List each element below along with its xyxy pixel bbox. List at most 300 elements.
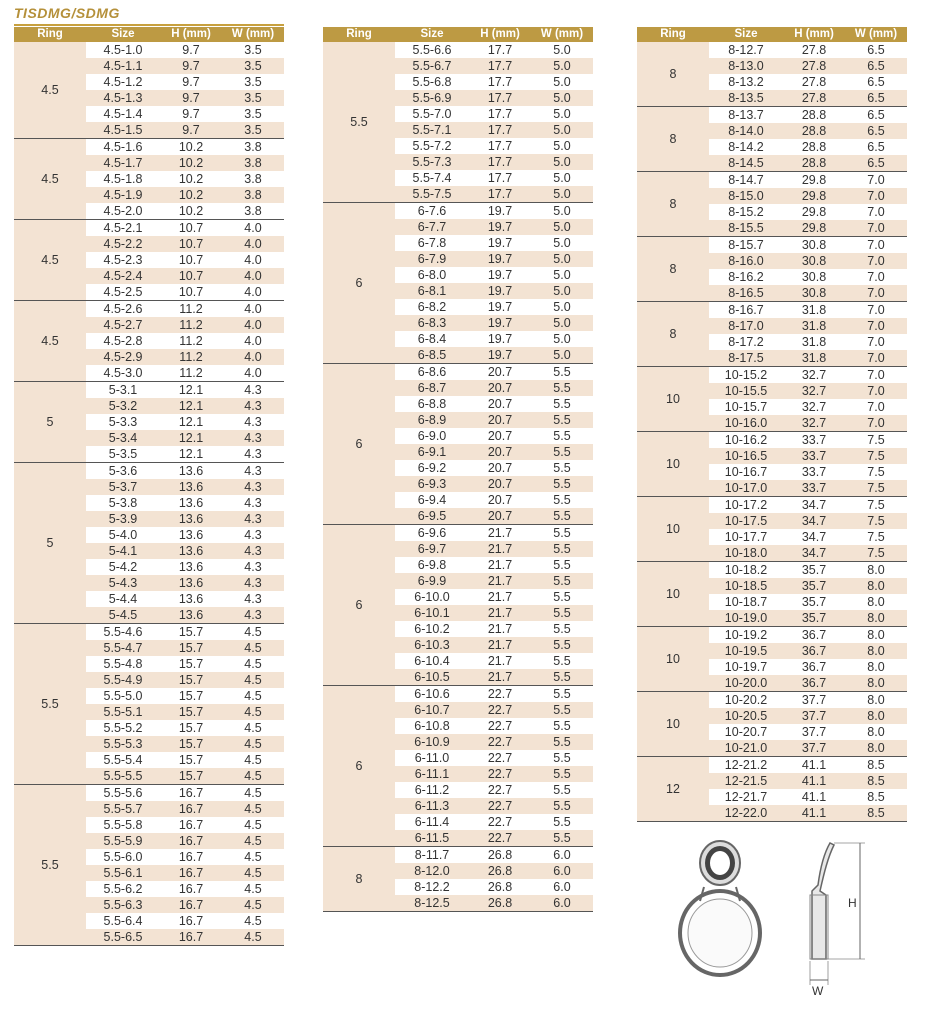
ring-group [637,302,907,367]
width-cell: 7.0 [867,270,885,284]
width-cell: 5.0 [553,284,571,298]
table-row [395,74,593,90]
size-cell: 5-4.1 [108,544,138,558]
width-cell: 7.5 [867,481,885,495]
table-row [395,686,593,702]
width-cell: 8.0 [867,595,885,609]
table-row [86,414,284,430]
width-cell: 8.0 [867,741,885,755]
group-rows [709,107,907,171]
height-cell: 35.7 [801,595,827,609]
size-cell: 6-8.6 [417,365,447,379]
size-cell: 6-9.7 [417,542,447,556]
table-row [86,913,284,929]
width-cell: 5.0 [553,316,571,330]
height-cell: 15.7 [178,737,204,751]
height-cell: 11.2 [179,366,203,380]
height-cell: 9.7 [182,107,200,121]
table-row [86,688,284,704]
header-height: H (mm) [480,28,520,40]
width-cell: 7.0 [867,173,885,187]
ring-group [14,301,284,382]
size-cell: 4.5-2.7 [103,318,143,332]
height-cell: 29.8 [801,189,827,203]
width-cell: 3.5 [244,43,262,57]
width-cell: 5.5 [553,654,571,668]
table-row [395,186,593,202]
table-row [86,591,284,607]
height-cell: 31.8 [801,351,827,365]
table-row [709,545,907,561]
size-cell: 6-10.4 [414,654,450,668]
table-row [709,269,907,285]
size-cell: 10-16.7 [724,465,768,479]
table-row [86,768,284,784]
height-cell: 19.7 [487,348,513,362]
ring-size-cell: 5.5 [323,42,395,202]
width-cell: 4.3 [244,464,262,478]
ring-size-cell: 4.5 [14,42,86,138]
table-row [709,188,907,204]
group-rows [709,497,907,561]
size-cell: 5.5-7.5 [412,187,452,201]
table-row [86,74,284,90]
height-cell: 30.8 [801,286,827,300]
table-row [709,90,907,106]
table-row [709,659,907,675]
width-cell: 4.5 [244,914,262,928]
table-row [86,752,284,768]
height-cell: 10.2 [178,188,204,202]
size-cell: 4.5-2.3 [103,253,143,267]
width-cell: 5.0 [553,123,571,137]
width-cell: 4.5 [244,641,262,655]
group-rows [709,692,907,756]
width-cell: 5.5 [553,622,571,636]
size-cell: 12-21.5 [724,774,768,788]
size-cell: 5-3.7 [108,480,138,494]
size-cell: 6-11.1 [414,767,450,781]
table-row [395,138,593,154]
height-cell: 16.7 [178,850,204,864]
height-cell: 15.7 [178,753,204,767]
table-row [709,708,907,724]
width-cell: 5.0 [553,348,571,362]
height-cell: 16.7 [178,818,204,832]
height-cell: 35.7 [801,563,827,577]
table-row [709,594,907,610]
width-cell: 4.0 [244,318,262,332]
height-cell: 13.6 [178,560,204,574]
width-cell: 6.5 [867,75,885,89]
size-cell: 6-8.4 [417,332,447,346]
height-cell: 30.8 [801,270,827,284]
table-row [86,203,284,219]
size-cell: 6-9.1 [417,445,447,459]
size-cell: 4.5-2.0 [103,204,143,218]
height-cell: 16.7 [178,834,204,848]
height-cell: 26.8 [487,848,513,862]
width-cell: 5.0 [553,155,571,169]
size-cell: 10-18.2 [724,563,768,577]
size-cell: 6-10.1 [414,606,450,620]
size-cell: 4.5-3.0 [103,366,143,380]
group-rows [86,42,284,138]
height-cell: 21.7 [487,622,513,636]
table-row [86,349,284,365]
height-cell: 34.7 [801,498,827,512]
table-row [86,268,284,284]
width-cell: 5.5 [553,670,571,684]
width-cell: 5.5 [553,590,571,604]
table-row [86,301,284,317]
table-row [395,750,593,766]
height-cell: 34.7 [801,530,827,544]
height-cell: 20.7 [487,445,513,459]
size-cell: 10-19.2 [724,628,768,642]
size-cell: 5-3.8 [108,496,138,510]
width-cell: 4.5 [244,705,262,719]
table-row [395,847,593,863]
ring-size-cell: 6 [323,364,395,524]
height-cell: 10.2 [178,156,204,170]
width-cell: 4.3 [244,512,262,526]
width-cell: 4.0 [244,253,262,267]
size-cell: 5-4.2 [108,560,138,574]
width-cell: 8.0 [867,563,885,577]
size-cell: 8-14.0 [728,124,764,138]
table-row [86,656,284,672]
table-row [709,334,907,350]
size-cell: 5.5-5.2 [103,721,143,735]
size-cell: 5-4.5 [108,608,138,622]
height-cell: 27.8 [801,75,827,89]
group-rows [86,382,284,462]
width-cell: 7.0 [867,335,885,349]
width-cell: 5.5 [553,687,571,701]
size-cell: 5-3.1 [108,383,138,397]
table-row [709,399,907,415]
size-cell: 10-17.5 [724,514,768,528]
ring-size-cell: 10 [637,692,709,756]
size-cell: 5.5-6.9 [412,91,452,105]
width-cell: 8.0 [867,709,885,723]
height-cell: 10.2 [178,172,204,186]
size-cell: 5-3.9 [108,512,138,526]
size-cell: 10-18.5 [724,579,768,593]
height-cell: 10.7 [178,269,204,283]
table-row [86,929,284,945]
height-cell: 20.7 [487,397,513,411]
height-cell: 29.8 [801,221,827,235]
ring-size-cell: 8 [637,237,709,301]
width-cell: 4.5 [244,834,262,848]
size-cell: 6-8.3 [417,316,447,330]
size-cell: 6-8.9 [417,413,447,427]
height-cell: 30.8 [801,254,827,268]
width-cell: 5.5 [553,429,571,443]
group-rows [86,624,284,784]
width-cell: 4.3 [244,496,262,510]
header-height: H (mm) [171,28,211,40]
group-rows [709,302,907,366]
table-row [395,42,593,58]
table-row [395,203,593,219]
width-cell: 4.5 [244,850,262,864]
table-row [86,252,284,268]
width-cell: 5.5 [553,815,571,829]
table-row [86,881,284,897]
size-cell: 5.5-6.1 [103,866,143,880]
height-cell: 17.7 [487,139,513,153]
height-cell: 9.7 [182,59,200,73]
table-row [395,58,593,74]
height-cell: 21.7 [487,638,513,652]
size-cell: 4.5-1.7 [103,156,143,170]
width-cell: 7.0 [867,416,885,430]
size-cell: 10-19.0 [724,611,768,625]
width-cell: 7.0 [867,368,885,382]
width-cell: 6.5 [867,108,885,122]
width-cell: 3.5 [244,107,262,121]
width-cell: 5.5 [553,831,571,845]
table-row [86,446,284,462]
table-row [395,798,593,814]
size-cell: 8-16.7 [728,303,764,317]
table-row [709,480,907,496]
table-row [709,740,907,756]
size-cell: 5.5-7.1 [412,123,452,137]
height-cell: 17.7 [487,75,513,89]
height-cell: 22.7 [487,735,513,749]
group-rows [395,847,593,911]
ring-group [637,562,907,627]
size-cell: 6-9.0 [417,429,447,443]
table-row [86,865,284,881]
header-size: Size [420,28,444,40]
table-row [86,849,284,865]
height-cell: 12.1 [178,399,204,413]
ring-size-cell: 4.5 [14,301,86,381]
ring-size-cell: 8 [637,302,709,366]
width-cell: 4.5 [244,657,262,671]
height-cell: 11.2 [179,318,203,332]
table-row [395,814,593,830]
height-cell: 12.1 [178,383,204,397]
width-cell: 6.0 [553,880,571,894]
table-row [709,432,907,448]
height-cell: 17.7 [487,187,513,201]
size-cell: 4.5-2.6 [103,302,143,316]
size-cell: 5-3.4 [108,431,138,445]
table-row [86,817,284,833]
table-row [86,155,284,171]
table-row [395,525,593,541]
ring-size-cell: 12 [637,757,709,821]
height-cell: 20.7 [487,509,513,523]
height-cell: 17.7 [487,123,513,137]
table-row [395,621,593,637]
size-cell: 5.5-7.4 [412,171,452,185]
table-row [395,235,593,251]
width-cell: 5.0 [553,91,571,105]
height-cell: 22.7 [487,815,513,829]
height-cell: 19.7 [487,220,513,234]
table-row [709,367,907,383]
table-row [395,541,593,557]
header-ring: Ring [346,28,372,40]
width-cell: 4.5 [244,898,262,912]
height-cell: 31.8 [801,335,827,349]
width-cell: 7.5 [867,546,885,560]
table-row [709,285,907,301]
width-cell: 4.0 [244,350,262,364]
size-cell: 6-9.2 [417,461,447,475]
table-row [709,415,907,431]
height-cell: 37.7 [801,741,827,755]
table-row [395,653,593,669]
table-row [86,495,284,511]
height-cell: 13.6 [178,544,204,558]
width-cell: 5.5 [553,638,571,652]
width-cell: 7.5 [867,498,885,512]
header-height: H (mm) [794,28,834,40]
size-cell: 5.5-5.0 [103,689,143,703]
height-cell: 22.7 [487,799,513,813]
width-cell: 7.5 [867,465,885,479]
table-row [395,605,593,621]
width-cell: 5.0 [553,59,571,73]
size-cell: 10-20.5 [724,709,768,723]
width-cell: 5.5 [553,767,571,781]
width-cell: 7.0 [867,286,885,300]
height-cell: 10.2 [178,140,204,154]
width-cell: 5.0 [553,268,571,282]
table-row [86,897,284,913]
size-cell: 8-14.5 [728,156,764,170]
height-cell: 11.2 [179,334,203,348]
table-row [709,318,907,334]
table-row [395,508,593,524]
table-row [709,627,907,643]
size-cell: 8-12.7 [728,43,764,57]
height-cell: 33.7 [801,465,827,479]
height-cell: 10.7 [178,237,204,251]
height-cell: 19.7 [487,300,513,314]
height-cell: 32.7 [801,368,827,382]
height-cell: 26.8 [487,880,513,894]
height-cell: 27.8 [801,91,827,105]
height-cell: 19.7 [487,204,513,218]
table-row [86,624,284,640]
height-cell: 26.8 [487,864,513,878]
width-cell: 4.5 [244,802,262,816]
width-cell: 4.5 [244,721,262,735]
table-row [395,364,593,380]
table-row [86,704,284,720]
height-cell: 15.7 [178,705,204,719]
width-cell: 7.0 [867,189,885,203]
height-cell: 10.7 [178,285,204,299]
table-row [395,251,593,267]
width-cell: 4.3 [244,480,262,494]
size-cell: 5.5-5.5 [103,769,143,783]
size-cell: 5-3.3 [108,415,138,429]
table-row [395,669,593,685]
height-cell: 41.1 [801,758,827,772]
header-width: W (mm) [231,28,275,40]
width-cell: 7.0 [867,303,885,317]
height-cell: 41.1 [801,790,827,804]
height-cell: 16.7 [178,914,204,928]
width-cell: 4.3 [244,431,262,445]
table-row [709,805,907,821]
table-row [86,58,284,74]
table-row [86,430,284,446]
table-row [709,42,907,58]
table-row [709,448,907,464]
table-row [395,122,593,138]
width-cell: 7.0 [867,384,885,398]
width-cell: 8.0 [867,725,885,739]
height-cell: 41.1 [801,774,827,788]
size-cell: 6-11.4 [414,815,450,829]
ring-size-cell: 8 [323,847,395,911]
ring-group [14,624,284,785]
table-row [395,347,593,363]
height-cell: 11.2 [179,302,203,316]
width-cell: 5.5 [553,799,571,813]
size-cell: 8-13.5 [728,91,764,105]
size-cell: 6-10.2 [414,622,450,636]
table-row [709,220,907,236]
table-row [395,444,593,460]
height-cell: 20.7 [487,461,513,475]
width-cell: 5.0 [553,252,571,266]
height-cell: 33.7 [801,481,827,495]
size-cell: 5.5-4.6 [103,625,143,639]
size-cell: 6-10.5 [414,670,450,684]
width-cell: 8.5 [867,758,885,772]
table-row [395,573,593,589]
header-size: Size [111,28,135,40]
width-cell: 4.5 [244,737,262,751]
table-row [395,331,593,347]
size-cell: 5.5-6.0 [103,850,143,864]
width-cell: 8.5 [867,774,885,788]
width-cell: 4.3 [244,592,262,606]
size-cell: 10-18.0 [724,546,768,560]
height-cell: 21.7 [487,670,513,684]
ring-size-cell: 5 [14,463,86,623]
height-cell: 20.7 [487,429,513,443]
width-cell: 6.0 [553,896,571,910]
width-cell: 7.5 [867,530,885,544]
height-cell: 34.7 [801,546,827,560]
size-cell: 6-8.1 [417,284,447,298]
group-rows [86,463,284,623]
table-row [86,833,284,849]
height-cell: 15.7 [178,689,204,703]
size-cell: 6-10.8 [414,719,450,733]
width-cell: 8.0 [867,611,885,625]
width-cell: 4.5 [244,625,262,639]
size-cell: 5.5-6.5 [103,930,143,944]
table-row [86,785,284,801]
size-cell: 4.5-2.2 [103,237,143,251]
width-cell: 7.0 [867,351,885,365]
height-cell: 32.7 [801,416,827,430]
